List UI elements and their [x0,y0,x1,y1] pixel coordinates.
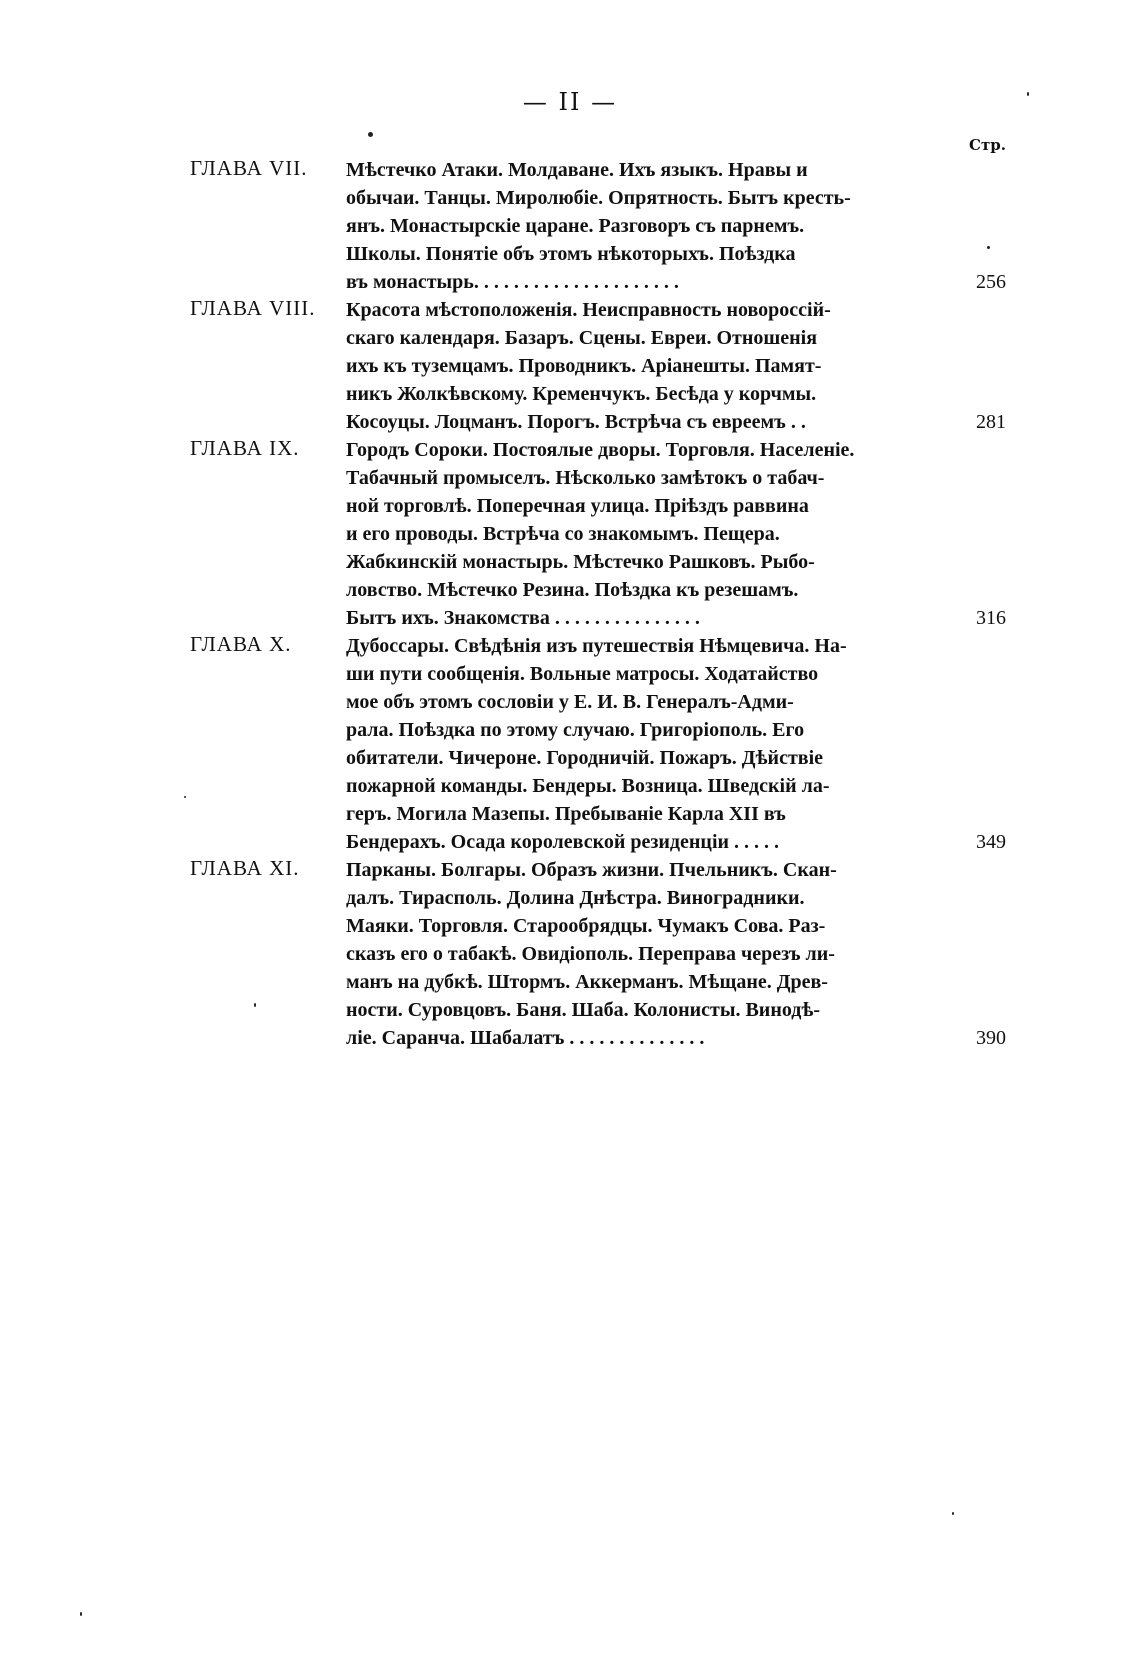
summary-line: мое объ этомъ сословіи у Е. И. В. Генералъ-Адми- [346,691,794,713]
chapter-page-number: 349 [976,831,1006,853]
print-speck [952,1512,954,1515]
chapter-summary [346,296,946,436]
summary-line: обитатели. Чичероне. Городничій. Пожаръ. Дѣйствіе [346,747,824,769]
summary-line: Косоуцы. Лоцманъ. Порогъ. Встрѣча съ евреемъ . . [346,411,806,433]
chapter-summary [346,856,946,1052]
chapter-page-number: 256 [976,271,1006,293]
summary-line: обычаи. Танцы. Миролюбіе. Опрятность. Бытъ кресть- [346,187,851,209]
summary-line: и его проводы. Встрѣча со знакомымъ. Пещера. [346,523,780,545]
chapter-label: ГЛАВА IX. [190,436,300,460]
summary-line: Парканы. Болгары. Образъ жизни. Пчельникъ. Скан- [346,859,837,881]
print-speck [184,796,186,798]
chapter-page-number: 316 [976,607,1006,629]
summary-line: ловство. Мѣстечко Резина. Поѣздка къ резешамъ. [346,579,799,601]
summary-line: Дубоссары. Свѣдѣнія изъ путешествія Нѣмцевича. На- [346,635,847,657]
summary-line: Красота мѣстоположенія. Неисправность новороссій- [346,299,831,321]
summary-line: Школы. Понятіе объ этомъ нѣкоторыхъ. Поѣздка [346,243,796,265]
summary-line: манъ на дубкѣ. Штормъ. Аккерманъ. Мѣщане. Древ- [346,971,828,993]
summary-line: Маяки. Торговля. Старообрядцы. Чумакъ Сова. Раз- [346,915,826,937]
chapter-summary [346,632,946,856]
summary-line: далъ. Тирасполь. Долина Днѣстра. Виноградники. [346,887,805,909]
summary-line: никъ Жолкѣвскому. Кременчукъ. Бесѣда у корчмы. [346,383,817,405]
summary-line: геръ. Могила Мазепы. Пребываніе Карла XII въ [346,803,786,825]
summary-line: Мѣстечко Атаки. Молдаване. Ихъ языкъ. Нравы и [346,159,808,181]
summary-line: скаго календаря. Базаръ. Сцены. Евреи. Отношенія [346,327,818,349]
page-number-header: — II — [522,88,618,116]
summary-line: Табачный промыселъ. Нѣсколько замѣтокъ о табач- [346,467,825,489]
summary-line: Бытъ ихъ. Знакомства . . . . . . . . . . . . . . . [346,607,700,629]
summary-line: ности. Суровцовъ. Баня. Шаба. Колонисты. Винодѣ- [346,999,821,1021]
chapter-label: ГЛАВА X. [190,632,292,656]
chapter-page-number: 390 [976,1027,1006,1049]
summary-line: ной торговлѣ. Поперечная улица. Пріѣздъ раввина [346,495,809,517]
summary-line: въ монастырь. . . . . . . . . . . . . . . . . . . . . [346,271,679,293]
page-column-heading: Стр. [969,136,1006,154]
chapter-summary [346,436,946,632]
summary-line: пожарной команды. Бендеры. Возница. Шведскій ла- [346,775,830,797]
chapter-label: ГЛАВА XI. [190,856,300,880]
chapter-page-number: 281 [976,411,1006,433]
summary-line: Бендерахъ. Осада королевской резиденціи . . . . . [346,831,780,853]
chapter-label: ГЛАВА VII. [190,156,308,180]
print-speck [987,246,990,249]
print-speck [368,132,373,137]
summary-line: сказъ его о табакѣ. Овидіополь. Переправа черезъ ли- [346,943,835,965]
summary-line: янъ. Монастырскіе царане. Разговоръ съ парнемъ. [346,215,805,237]
summary-line: рала. Поѣздка по этому случаю. Григоріополь. Его [346,719,805,741]
summary-line: Жабкинскій монастырь. Мѣстечко Рашковъ. Рыбо- [346,551,815,573]
print-speck [80,1612,82,1616]
print-speck [1027,92,1029,96]
print-speck [254,1003,256,1007]
summary-line: ихъ къ туземцамъ. Проводникъ. Аріанешты. Памят- [346,355,822,377]
summary-line: Городъ Сороки. Постоялые дворы. Торговля. Населеніе. [346,439,855,461]
chapter-summary [346,156,946,296]
summary-line: ліе. Саранча. Шабалатъ . . . . . . . . . . . . . . [346,1027,705,1049]
chapter-label: ГЛАВА VIII. [190,296,316,320]
summary-line: ши пути сообщенія. Вольные матросы. Ходатайство [346,663,819,685]
